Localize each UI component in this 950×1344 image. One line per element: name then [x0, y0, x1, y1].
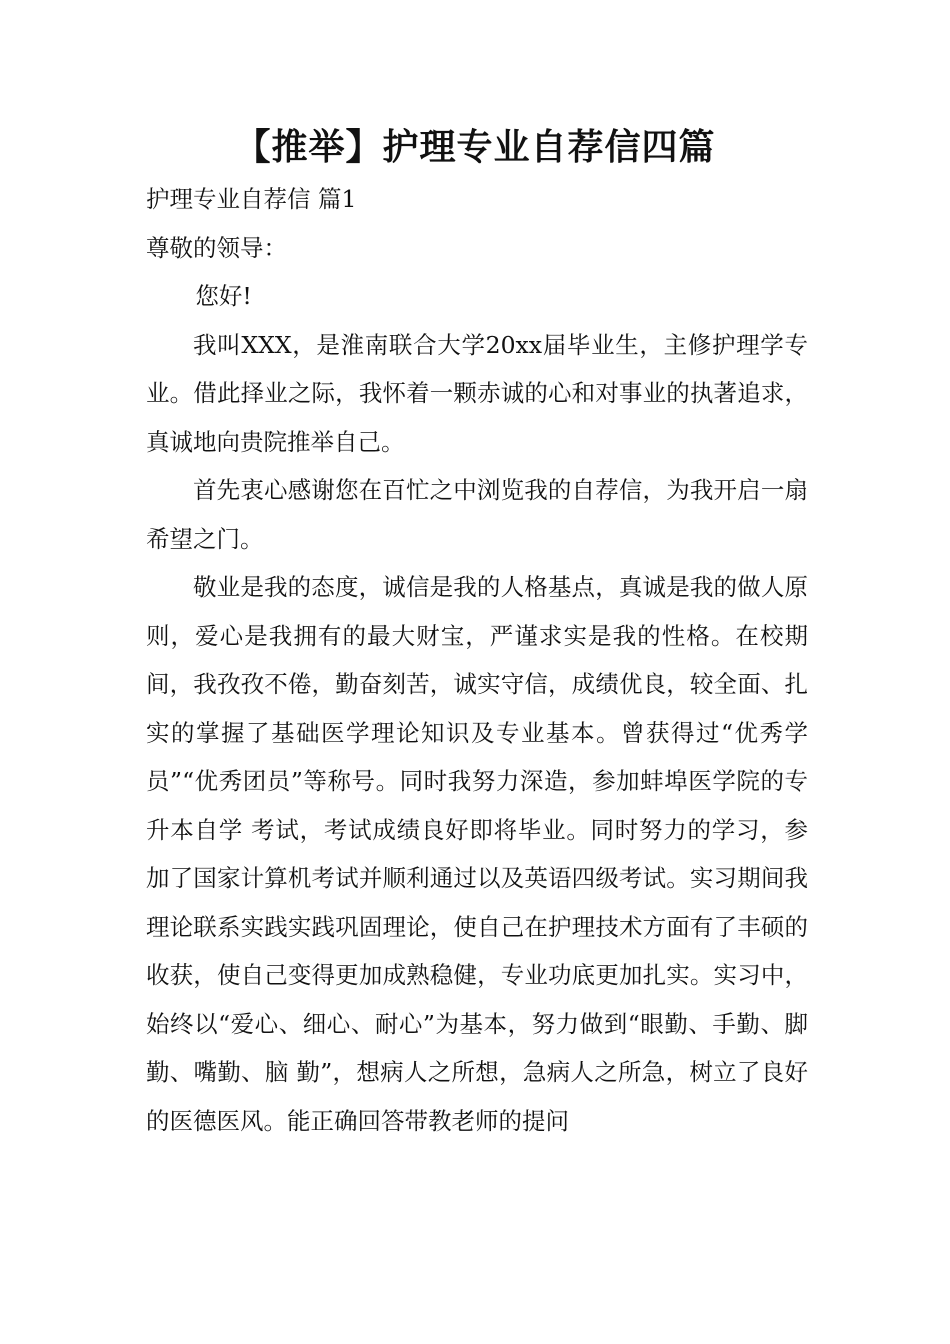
document-body [146, 175, 808, 1145]
paragraph-introduction: 我叫XXX，是淮南联合大学20xx届毕业生，主修护理学专业。借此择业之际，我怀着一颗赤诚的心和对事业的执著追求，真诚地向贵院推举自己。 [146, 330, 808, 456]
greeting: 尊敬的领导： [146, 233, 287, 262]
document-title: 【推举】护理专业自荐信四篇 [234, 127, 716, 168]
paragraph-qualifications: 敬业是我的态度，诚信是我的人格基点，真诚是我的做人原则，爱心是我拥有的最大财宝，严谨求实是我的性格。在校期间，我孜孜不倦，勤奋刻苦，诚实守信，成绩优良，较全面、扎实的掌握了基础医学理论知识及专业基本。曾获得过“优秀学员”“优秀团员”等称号。同时我努力深造，参加蚌埠医学院的专升本自学 考试，考试成绩良好即将毕业。同时努力的学习，参加了国家计算机考试并顺利通过以及英语四级考试。实习期间我理论联系实践实践巩固理论，使自己在护理技术方面有了丰硕的收获，使自己变得更加成熟稳健，专业功底更加扎实。实习中，始终以“爱心、细心、耐心”为基本，努力做到“眼勤、手勤、脚勤、嘴勤、脑 勤”，想病人之所想，急病人之所急，树立了良好的医德医风。能正确回答带教老师的提问 [146, 573, 808, 1135]
section-heading: 护理专业自荐信 篇1 [146, 185, 357, 213]
salutation: 您好! [195, 282, 252, 310]
paragraph-thanks: 首先衷心感谢您在百忙之中浏览我的自荐信，为我开启一扇希望之门。 [146, 476, 808, 553]
